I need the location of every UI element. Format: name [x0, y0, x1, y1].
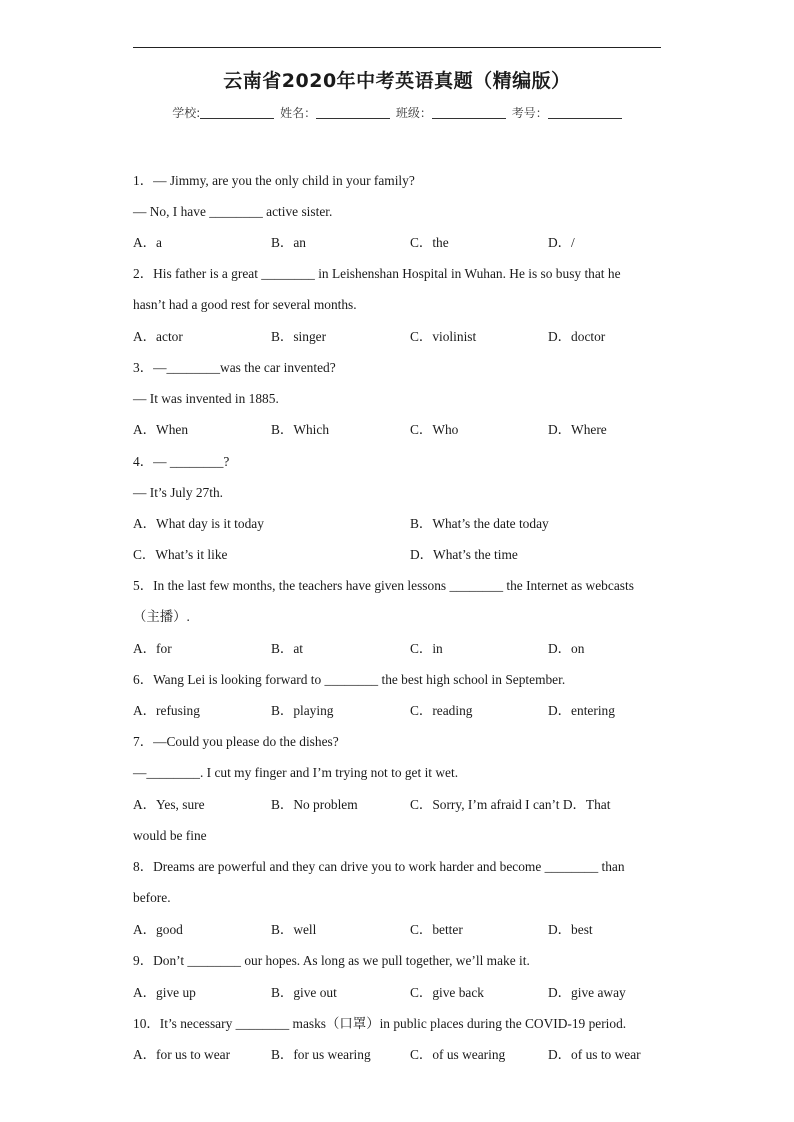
question-2-option-b[interactable]: B．singer — [271, 329, 327, 344]
name-blank[interactable] — [316, 107, 390, 119]
page-title: 云南省2020年中考英语真题（精编版） — [223, 70, 571, 92]
question-9-option-d[interactable]: D．give away — [548, 985, 626, 1000]
class-label: 班级： — [395, 106, 432, 120]
school-blank[interactable] — [200, 107, 274, 119]
question-4-line-2: — It’s July 27th. — [133, 485, 224, 500]
question-6-stem: 6．Wang Lei is looking forward to ________ the best high school in September. — [133, 672, 566, 687]
question-5-option-c[interactable]: C．in — [410, 641, 443, 656]
question-1-option-c[interactable]: C．the — [410, 235, 449, 250]
question-3-stem: 3．—________was the car invented? — [133, 360, 336, 375]
name-label: 姓名： — [280, 106, 317, 120]
question-10-stem: 10．It’s necessary ________ masks（口罩）in public places during the COVID-19 period. — [133, 1016, 627, 1031]
question-9-option-c[interactable]: C．give back — [410, 985, 485, 1000]
question-10-option-c[interactable]: C．of us wearing — [410, 1047, 506, 1062]
question-6-option-a[interactable]: A．refusing — [133, 703, 200, 718]
question-8-option-a[interactable]: A．good — [133, 922, 183, 937]
question-10-option-a[interactable]: A．for us to wear — [133, 1047, 231, 1062]
question-2-option-c[interactable]: C．violinist — [410, 329, 477, 344]
question-4-stem: 4．— ________? — [133, 454, 230, 469]
question-1-option-a[interactable]: A．a — [133, 235, 163, 250]
question-6-option-d[interactable]: D．entering — [548, 703, 615, 718]
question-5-option-b[interactable]: B．at — [271, 641, 303, 656]
student-info-line — [0, 104, 794, 121]
exam-number-blank[interactable] — [548, 107, 622, 119]
question-5-line-2: （主播）. — [133, 609, 190, 624]
question-7-option-c[interactable]: C．Sorry, I’m afraid I can’t D．That — [410, 797, 611, 812]
question-3-option-a[interactable]: A．When — [133, 422, 189, 437]
question-5-option-d[interactable]: D．on — [548, 641, 585, 656]
question-7-stem: 7．—Could you please do the dishes? — [133, 734, 339, 749]
question-10-option-b[interactable]: B．for us wearing — [271, 1047, 371, 1062]
question-4-option-a[interactable]: A．What day is it today — [133, 516, 264, 531]
question-5-option-a[interactable]: A．for — [133, 641, 172, 656]
question-7-option-a[interactable]: A．Yes, sure — [133, 797, 205, 812]
question-10-option-d[interactable]: D．of us to wear — [548, 1047, 641, 1062]
question-9-stem: 9．Don’t ________ our hopes. As long as we pull together, we’ll make it. — [133, 953, 530, 968]
question-4-option-c[interactable]: C．What’s it like — [133, 547, 228, 562]
question-6-option-c[interactable]: C．reading — [410, 703, 473, 718]
question-3-option-b[interactable]: B．Which — [271, 422, 330, 437]
question-9-option-b[interactable]: B．give out — [271, 985, 337, 1000]
question-7-option-b[interactable]: B．No problem — [271, 797, 358, 812]
question-3-option-d[interactable]: D．Where — [548, 422, 607, 437]
question-2-stem: 2．His father is a great ________ in Leishenshan Hospital in Wuhan. He is so busy that he — [133, 266, 621, 281]
class-blank[interactable] — [432, 107, 506, 119]
question-1-stem: 1．— Jimmy, are you the only child in your family? — [133, 173, 415, 188]
question-8-option-c[interactable]: C．better — [410, 922, 463, 937]
question-7-option-d-wrap[interactable]: would be fine — [133, 828, 207, 843]
question-3-line-2: — It was invented in 1885. — [133, 391, 279, 406]
question-1-line-2: — No, I have ________ active sister. — [133, 204, 333, 219]
question-2-option-d[interactable]: D．doctor — [548, 329, 606, 344]
top-rule — [133, 47, 661, 48]
question-1-option-b[interactable]: B．an — [271, 235, 306, 250]
question-4-option-d[interactable]: D．What’s the time — [410, 547, 518, 562]
question-2-option-a[interactable]: A．actor — [133, 329, 183, 344]
question-7-line-2: —________. I cut my finger and I’m trying not to get it wet. — [133, 765, 459, 780]
question-8-line-2: before. — [133, 890, 171, 905]
question-8-option-b[interactable]: B．well — [271, 922, 317, 937]
exam-number-label: 考号： — [511, 106, 548, 120]
question-6-option-b[interactable]: B．playing — [271, 703, 334, 718]
question-5-stem: 5．In the last few months, the teachers have given lessons ________ the Internet as webcasts — [133, 578, 634, 593]
question-8-option-d[interactable]: D．best — [548, 922, 593, 937]
question-1-option-d[interactable]: D．/ — [548, 235, 575, 250]
question-8-stem: 8．Dreams are powerful and they can drive you to work harder and become ________ than — [133, 859, 625, 874]
question-4-option-b[interactable]: B．What’s the date today — [410, 516, 549, 531]
school-label: 学校: — [172, 106, 201, 120]
question-3-option-c[interactable]: C．Who — [410, 422, 459, 437]
question-9-option-a[interactable]: A．give up — [133, 985, 196, 1000]
question-2-line-2: hasn’t had a good rest for several months. — [133, 297, 357, 312]
